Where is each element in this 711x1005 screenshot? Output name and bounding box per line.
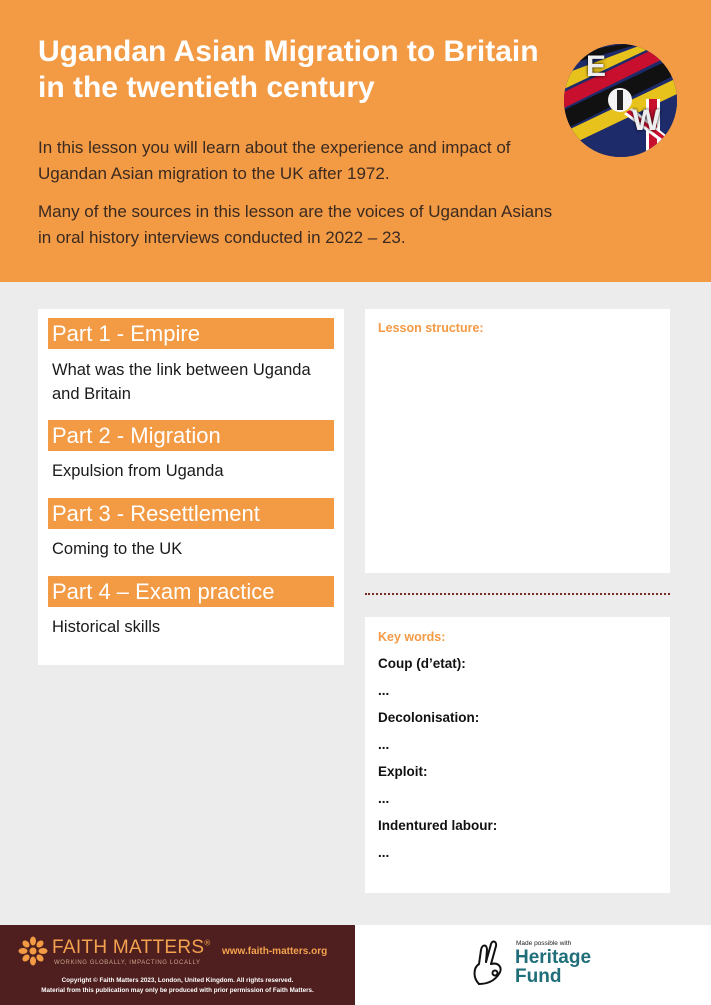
keyword-term-2: Decolonisation: bbox=[378, 710, 480, 725]
heritage-fund-logo bbox=[515, 948, 591, 986]
intro-paragraph-1: In this lesson you will learn about the experience and impact of Ugandan Asian migration to the UK after 1972. bbox=[38, 138, 511, 183]
copyright-line-1: Copyright © Faith Matters 2023, London, United Kingdom. All rights reserved. bbox=[61, 977, 294, 984]
part-2-description: Expulsion from Uganda bbox=[52, 462, 224, 480]
key-words-card bbox=[365, 617, 670, 893]
badge-letter-e: E bbox=[586, 50, 607, 83]
funder-made-possible: Made possible with bbox=[516, 940, 572, 947]
part-3-heading: Part 3 - Resettlement bbox=[48, 498, 334, 529]
header-banner bbox=[0, 0, 711, 282]
keyword-def-3: ... bbox=[378, 791, 390, 806]
faith-matters-tagline: WORKING GLOBALLY, IMPACTING LOCALLY bbox=[54, 960, 201, 966]
part-1-description: What was the link between Uganda and Britain bbox=[52, 361, 311, 403]
dotted-divider bbox=[365, 593, 670, 595]
registered-mark: ® bbox=[204, 938, 211, 948]
page-title: Ugandan Asian Migration to Britain in the twentieth century bbox=[38, 35, 539, 104]
flag-badge-icon bbox=[564, 44, 677, 157]
keyword-term-4: Indentured labour: bbox=[378, 818, 498, 833]
intro-paragraph-2: Many of the sources in this lesson are the voices of Ugandan Asians in oral history interviews conducted in 2022 – 23. bbox=[38, 202, 553, 247]
badge-letter-w: W bbox=[632, 104, 661, 137]
part-4-heading: Part 4 – Exam practice bbox=[48, 576, 334, 607]
footer-heritage-fund bbox=[355, 925, 711, 1005]
lesson-structure-card bbox=[365, 309, 670, 573]
faith-matters-url-link[interactable]: www.faith-matters.org bbox=[222, 946, 328, 957]
faith-matters-logo-icon bbox=[18, 936, 48, 966]
crossed-fingers-icon bbox=[469, 938, 509, 988]
lesson-structure-label: Lesson structure: bbox=[378, 321, 484, 335]
keyword-def-4: ... bbox=[378, 845, 390, 860]
keyword-def-2: ... bbox=[378, 737, 390, 752]
heritage-fund-line-1: Heritage bbox=[515, 947, 592, 968]
part-3-description: Coming to the UK bbox=[52, 540, 183, 558]
copyright-line-2: Material from this publication may only be produced with prior permission of Faith Matters. bbox=[41, 987, 314, 994]
part-4-description: Historical skills bbox=[52, 618, 161, 636]
keyword-term-3: Exploit: bbox=[378, 764, 428, 779]
faith-matters-name-text: FAITH MATTERS bbox=[52, 937, 205, 958]
part-2-heading: Part 2 - Migration bbox=[48, 420, 334, 451]
faith-matters-name bbox=[52, 937, 211, 959]
part-1-heading: Part 1 - Empire bbox=[48, 318, 334, 349]
keyword-def-1: ... bbox=[378, 683, 390, 698]
key-words-label: Key words: bbox=[378, 630, 446, 644]
footer-faith-matters bbox=[0, 925, 355, 1005]
keyword-term-1: Coup (d’etat): bbox=[378, 656, 466, 671]
heritage-fund-line-2: Fund bbox=[515, 966, 562, 987]
